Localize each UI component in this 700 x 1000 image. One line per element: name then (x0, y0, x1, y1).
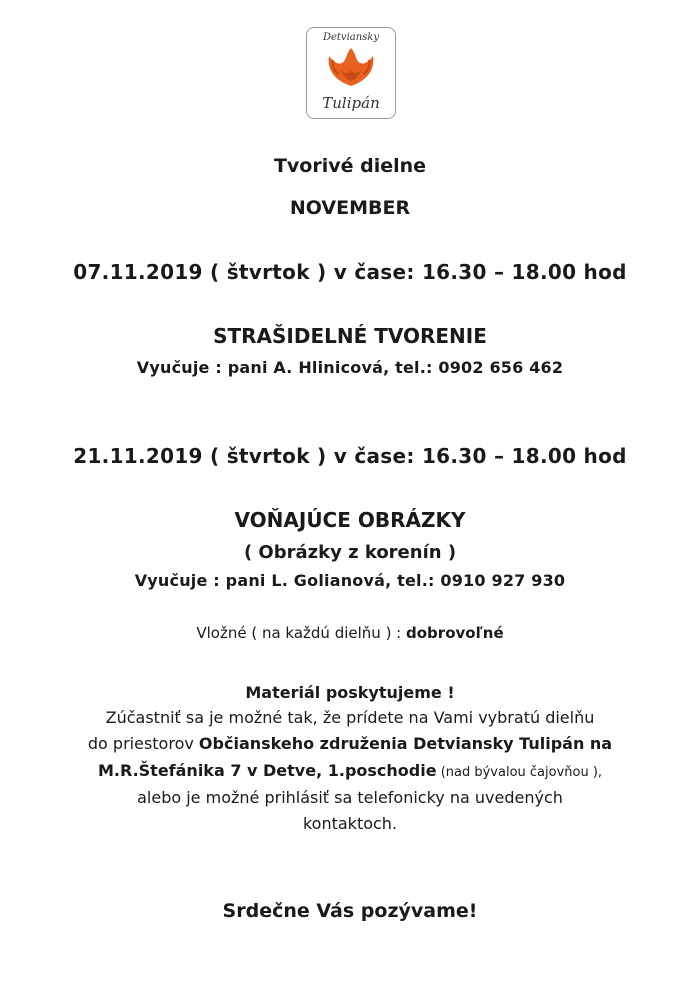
workshop-2-title: VOŇAJÚCE OBRÁZKY (234, 508, 466, 532)
header-month: NOVEMBER (289, 197, 411, 219)
info-line-1: Zúčastniť sa je možné tak, že prídete na Vami vybratú dielňu (105, 708, 595, 727)
info-line-2a: do priestorov (87, 734, 199, 753)
info-line-5: kontaktoch. (302, 814, 398, 833)
workshop-2-subtitle: ( Obrázky z korenín ) (243, 542, 457, 563)
fee-value: dobrovoľné (406, 624, 504, 642)
logo-text-top: Detviansky (322, 32, 380, 43)
header-title: Tvorivé dielne (273, 155, 427, 177)
workshop-1-date: 07.11.2019 ( štvrtok ) v čase: 16.30 – 18.00 hod (73, 260, 627, 284)
info-line-2 (0, 734, 700, 753)
info-line-2b: Občianskeho združenia Detviansky Tulipán na (198, 734, 613, 753)
info-line-4: alebo je možné prihlásiť sa telefonicky na uvedených (137, 788, 563, 807)
workshop-1-title: STRAŠIDELNÉ TVORENIE (213, 324, 487, 348)
workshop-1-teacher: Vyučuje : pani A. Hlinicová, tel.: 0902 656 462 (136, 358, 564, 377)
organization-logo (306, 27, 396, 119)
workshop-2-teacher: Vyučuje : pani L. Golianová, tel.: 0910 927 930 (134, 571, 566, 590)
workshop-2-date: 21.11.2019 ( štvrtok ) v čase: 16.30 – 18.00 hod (73, 444, 627, 468)
fee-line (0, 624, 700, 642)
info-line-3a: M.R.Štefánika 7 v Detve, 1.poschodie (97, 761, 437, 780)
closing-invitation: Srdečne Vás pozývame! (222, 900, 478, 922)
material-text: Materiál poskytujeme ! (245, 683, 455, 702)
info-line-3 (0, 761, 700, 780)
info-line-3b: (nad bývalou čajovňou ), (436, 765, 603, 780)
fee-label: Vložné ( na každú dielňu ) : (196, 624, 407, 642)
logo-text-bottom: Tulipán (322, 94, 380, 112)
material-note (0, 683, 700, 702)
